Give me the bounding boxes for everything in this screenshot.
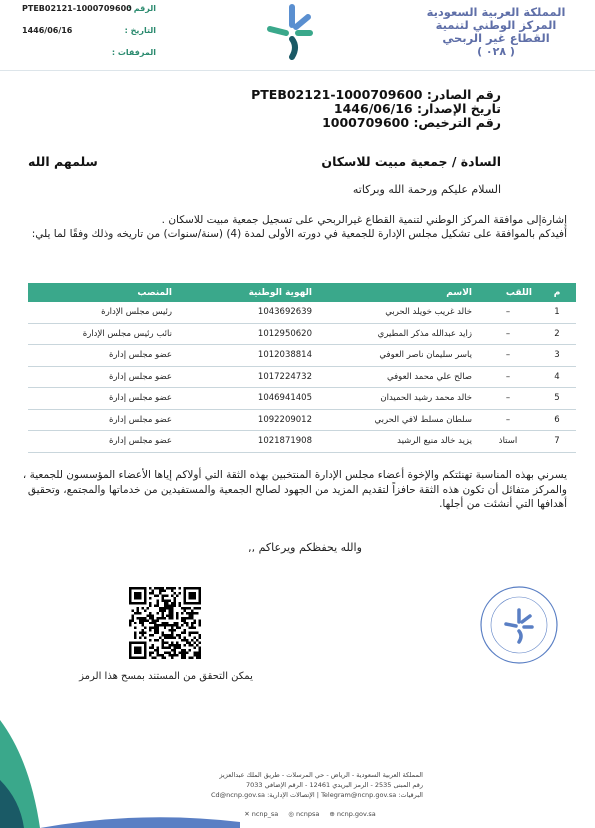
footer-decoration xyxy=(40,800,240,828)
cell-num: 2 xyxy=(538,323,576,345)
cell-name: صالح علي محمد العوفي xyxy=(318,366,478,388)
cell-num: 1 xyxy=(538,302,576,323)
cell-num: 5 xyxy=(538,388,576,410)
meta-label: الرقم : xyxy=(127,4,156,13)
address-line: البرقيات: Telegram@ncnp.gov.sa | الإتصالات الإدارية: Cd@ncnp.gov.sa xyxy=(210,791,423,799)
cell-position: رئيس مجلس الإدارة xyxy=(28,302,178,323)
cell-title: – xyxy=(478,388,538,410)
ncnp-logo xyxy=(262,3,320,61)
document-meta xyxy=(22,4,162,70)
honorific: سلمهم الله xyxy=(28,154,98,169)
official-stamp xyxy=(478,584,560,666)
meta-label: المرفقات : xyxy=(111,48,156,57)
cell-num: 7 xyxy=(538,431,576,453)
meta-value: PTEB02121-1000709600 xyxy=(22,4,132,13)
header-id: الهوية الوطنية xyxy=(178,283,318,302)
cell-num: 3 xyxy=(538,345,576,367)
org-line: المركز الوطني لتنمية xyxy=(435,18,557,32)
table-header-row xyxy=(28,283,576,302)
address-line: المملكة العربية السعودية - الرياض - حي المرسلات - طريق الملك عبدالعزيز xyxy=(219,771,423,779)
cell-title: – xyxy=(478,323,538,345)
greeting: السلام عليكم ورحمة الله وبركاته xyxy=(352,183,501,196)
board-members-table xyxy=(28,283,576,453)
cell-position: عضو مجلس إدارة xyxy=(28,366,178,388)
address-line: رقم المبنى 2535 - الرمز البريدي 12461 - الرقم الإضافي 7033 xyxy=(245,781,423,789)
cell-name: زايد عبدالله مذكر المطيري xyxy=(318,323,478,345)
cell-position: نائب رئيس مجلس الإدارة xyxy=(28,323,178,345)
footer-social xyxy=(230,810,390,818)
footer-address xyxy=(153,770,423,800)
meta-date xyxy=(22,26,162,48)
cell-id: 1043692639 xyxy=(178,302,318,323)
header-divider xyxy=(0,70,595,71)
organization-name xyxy=(411,6,581,58)
cell-title: – xyxy=(478,366,538,388)
cell-title: – xyxy=(478,345,538,367)
cell-position: عضو مجلس إدارة xyxy=(28,409,178,431)
cell-position: عضو مجلس إدارة xyxy=(28,431,178,453)
cell-id: 1017224732 xyxy=(178,366,318,388)
cell-id: 1092209012 xyxy=(178,409,318,431)
table-row xyxy=(28,409,576,431)
header-position: المنصب xyxy=(28,283,178,302)
qr-caption: يمكن التحقق من المستند بمسح هذا الرمز xyxy=(79,671,253,682)
intro-line: أفيدكم بالموافقة على تشكيل مجلس الإدارة للجمعية في دورته الأولى لمدة (4) (سنة/سنوات) من تاريخه وذلك وفقًا لما يلي: xyxy=(31,228,567,240)
meta-label: التاريخ : xyxy=(124,26,156,35)
cell-position: عضو مجلس إدارة xyxy=(28,388,178,410)
license-number: رقم الترخيص: 1000709600 xyxy=(322,115,501,130)
recipient: السادة / جمعية مبيت للاسكان xyxy=(321,154,501,169)
table-row xyxy=(28,302,576,323)
issue-date: تاريخ الإصدار: 1446/06/16 xyxy=(333,101,501,116)
verification-qr-code[interactable] xyxy=(129,587,201,659)
header-title: اللقب xyxy=(478,283,538,302)
table-row xyxy=(28,323,576,345)
cell-position: عضو مجلس إدارة xyxy=(28,345,178,367)
cell-name: خالد محمد رشيد الحميدان xyxy=(318,388,478,410)
letter-references xyxy=(241,88,501,130)
cell-title: – xyxy=(478,302,538,323)
cell-name: ياسر سليمان ناصر العوفي xyxy=(318,345,478,367)
cell-name: يزيد خالد منيع الرشيد xyxy=(318,431,478,453)
meta-number xyxy=(22,4,162,26)
org-line: المملكة العربية السعودية xyxy=(426,5,566,19)
cell-title: – xyxy=(478,409,538,431)
cell-id: 1046941405 xyxy=(178,388,318,410)
header-name: الاسم xyxy=(318,283,478,302)
closing-line: والله يحفظكم ويرعاكم ,, xyxy=(248,541,362,554)
org-code: ( ٠٢٨ ) xyxy=(477,45,515,58)
meta-value: 1446/06/16 xyxy=(22,26,73,35)
table-row xyxy=(28,345,576,367)
table-row xyxy=(28,388,576,410)
table-row xyxy=(28,431,576,453)
cell-id: 1021871908 xyxy=(178,431,318,453)
cell-id: 1012950620 xyxy=(178,323,318,345)
intro-line: إشارةإلى موافقة المركز الوطني لتنمية القطاع غيرالربحي على تسجيل جمعية مبيت للاسكان . xyxy=(161,214,567,226)
cell-num: 4 xyxy=(538,366,576,388)
issued-number: رقم الصادر: PTEB02121-1000709600 xyxy=(251,87,501,102)
cell-name: سلطان مسلط لافي الحربي xyxy=(318,409,478,431)
org-line: القطاع غير الربحي xyxy=(442,31,550,45)
meta-attachments xyxy=(22,48,162,70)
social-instagram[interactable]: ◎ ncnpsa xyxy=(288,810,320,818)
cell-name: خالد غريب خويلد الحربي xyxy=(318,302,478,323)
closing-paragraph: يسرني بهذه المناسبة تهنئتكم والإخوة أعضاء مجلس الإدارة المنتخبين بهذه الثقة التي أولاكم إياها الأعضاء المؤسسون للجمعية ، والمركز متفائل أن تكون هذه الثقة حافزاً لتقديم المزيد من الجهود لصالح الجمعية والمستفيدين من خدماتها والمجتمع، وتحقيق أهدافها التي أنشئت من أجلها. xyxy=(22,469,567,510)
cell-num: 6 xyxy=(538,409,576,431)
cell-id: 1012038814 xyxy=(178,345,318,367)
social-website[interactable]: ⊕ ncnp.gov.sa xyxy=(329,810,376,818)
header-num: م xyxy=(538,283,576,302)
social-x[interactable]: ✕ ncnp_sa xyxy=(244,810,279,818)
table-row xyxy=(28,366,576,388)
intro-paragraph xyxy=(27,213,567,241)
cell-title: استاذ xyxy=(478,431,538,453)
